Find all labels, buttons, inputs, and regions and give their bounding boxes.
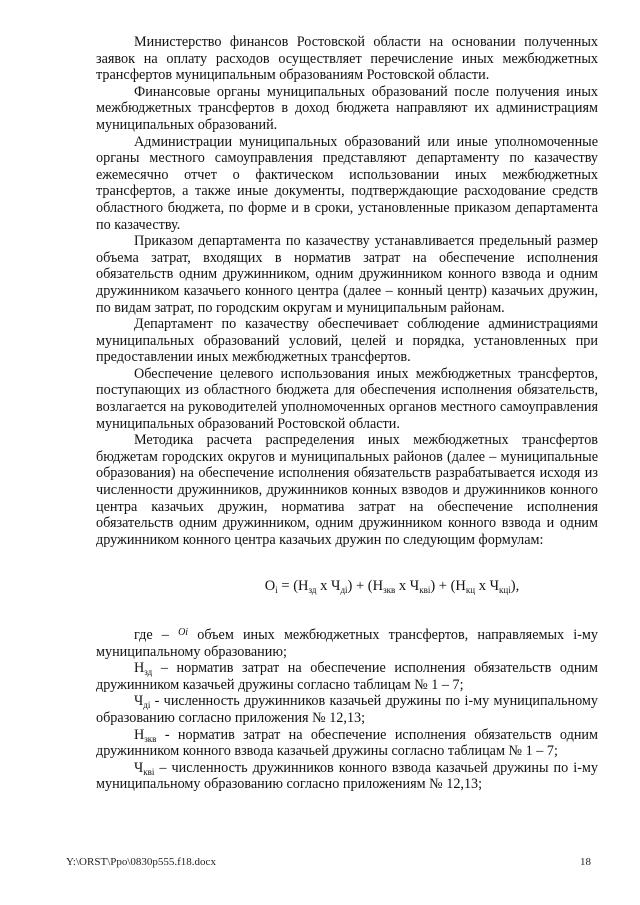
definition-chdi: [96, 693, 598, 726]
footer-page-number: 18: [580, 856, 591, 868]
formula-sub-3: зкв: [383, 585, 396, 596]
formula-sub-6: кцi: [499, 585, 511, 596]
paragraph-1: Министерство финансов Ростовской области на основании полученных заявок на оплату расходов осуществляет перечисление иных межбюджетных трансфертов муниципальным образованиям Ростовской области.: [96, 34, 598, 84]
formula-sub-i: i: [275, 585, 278, 596]
formula-part-1: = (Н: [277, 578, 309, 595]
definition-nzd-sub: зд: [144, 667, 153, 678]
formula-part-5: ) + (Н: [430, 578, 466, 595]
definition-nzd-symbol: Н: [134, 660, 145, 677]
definition-nzkv-text: - норматив затрат на обеспечение исполнения обязательств одним дружинником конного взвода казачьей дружины согласно таблицам № 1 – 7;: [96, 726, 598, 760]
formula-part-3: ) + (Н: [347, 578, 384, 595]
formula-sub-1: зд: [308, 585, 317, 596]
definition-nzkv-symbol: Н: [134, 726, 145, 743]
paragraph-2: Финансовые органы муниципальных образований после получения иных межбюджетных трансфертов в доход бюджета направляют их администрациям муниципальных образований.: [96, 83, 598, 133]
footer-file-path: Y:\ORST\Ppo\0830p555.f18.docx: [66, 856, 216, 868]
formula-part-6: х Ч: [475, 578, 500, 595]
definition-chdi-text: - численность дружинников казачьей дружины по i-му муниципальному образованию согласно приложения № 12,13;: [96, 693, 598, 726]
formula-o: O: [264, 578, 276, 595]
paragraph-4: Приказом департамента по казачеству устанавливается предельный размер объема затрат, входящих в норматив затрат на обеспечение исполнения обязательств одним дружинником, одним дружинником конного взвода и одним дружинником казачьего конного центра (далее – конный центр) казачьих дружин, по видам затрат, по городским округам и муниципальным районам.: [96, 233, 598, 316]
formula-end: ),: [510, 578, 520, 595]
definition-chkvi-symbol: Ч: [134, 759, 144, 776]
definition-chdi-sub: дi: [143, 700, 151, 711]
paragraph-6: Обеспечение целевого использования иных межбюджетных трансфертов, поступающих из областного бюджета для обеспечения исполнения обязательств, возлагается на руководителей уполномоченных органов местного самоуправления муниципальных образований Ростовской области.: [96, 365, 598, 432]
definition-nzd-text: – норматив затрат на обеспечение исполнения обязательств одним дружинником казачьей дружины согласно таблицам № 1 – 7;: [96, 660, 598, 693]
definition-prefix: где –: [134, 627, 169, 643]
distribution-formula: [96, 578, 598, 595]
definition-nzd: [96, 660, 598, 693]
definition-chdi-symbol: Ч: [134, 693, 144, 710]
definition-nzkv-sub: зкв: [144, 733, 157, 744]
definition-chkvi-sub: квi: [143, 766, 155, 777]
formula-part-4: х Ч: [395, 578, 420, 595]
definition-oi: [96, 625, 598, 660]
paragraph-5: Департамент по казачеству обеспечивает соблюдение администрациями муниципальных образований условий, целей и порядка, установленных при предоставлении иных межбюджетных трансфертов.: [96, 316, 598, 366]
formula-sub-4: квi: [419, 585, 431, 596]
formula-part-2: х Ч: [316, 578, 341, 595]
formula-sub-2: дi: [340, 585, 348, 596]
paragraph-7: Методика расчета распределения иных межбюджетных трансфертов бюджетам городских округов и муниципальных районов (далее – муниципальные образования) на обеспечение исполнения обязательств разрабатывается исходя из численности дружинников, дружинников конных взводов и дружинников конного центра казачьих дружин, норматива затрат на обеспечение исполнения обязательств одним дружинником, одним дружинником конного взвода и одним дружинником конного центра казачьих дружин по следующим формулам:: [96, 432, 598, 548]
paragraph-3: Администрации муниципальных образований или иные уполномоченные органы местного самоуправления представляют департаменту по казачеству ежемесячно отчет о фактическом использовании иных межбюджетных трансфертов, а также иные документы, подтверждающие расходование средств областного бюджета, по форме и в сроки, установленные приказом департамента по казачеству.: [96, 133, 598, 233]
definition-oi-symbol: Oi: [178, 627, 189, 638]
definition-oi-text: объем иных межбюджетных трансфертов, направляемых i-му муниципальному образованию;: [96, 627, 598, 660]
document-body: [96, 34, 598, 793]
definition-chkvi-text: – численность дружинников конного взвода казачьей дружины по i-му муниципальному образованию согласно приложениям № 12,13;: [96, 759, 598, 793]
definition-chkvi: [96, 760, 598, 793]
formula-sub-5: кц: [465, 585, 476, 596]
definition-nzkv: [96, 727, 598, 760]
